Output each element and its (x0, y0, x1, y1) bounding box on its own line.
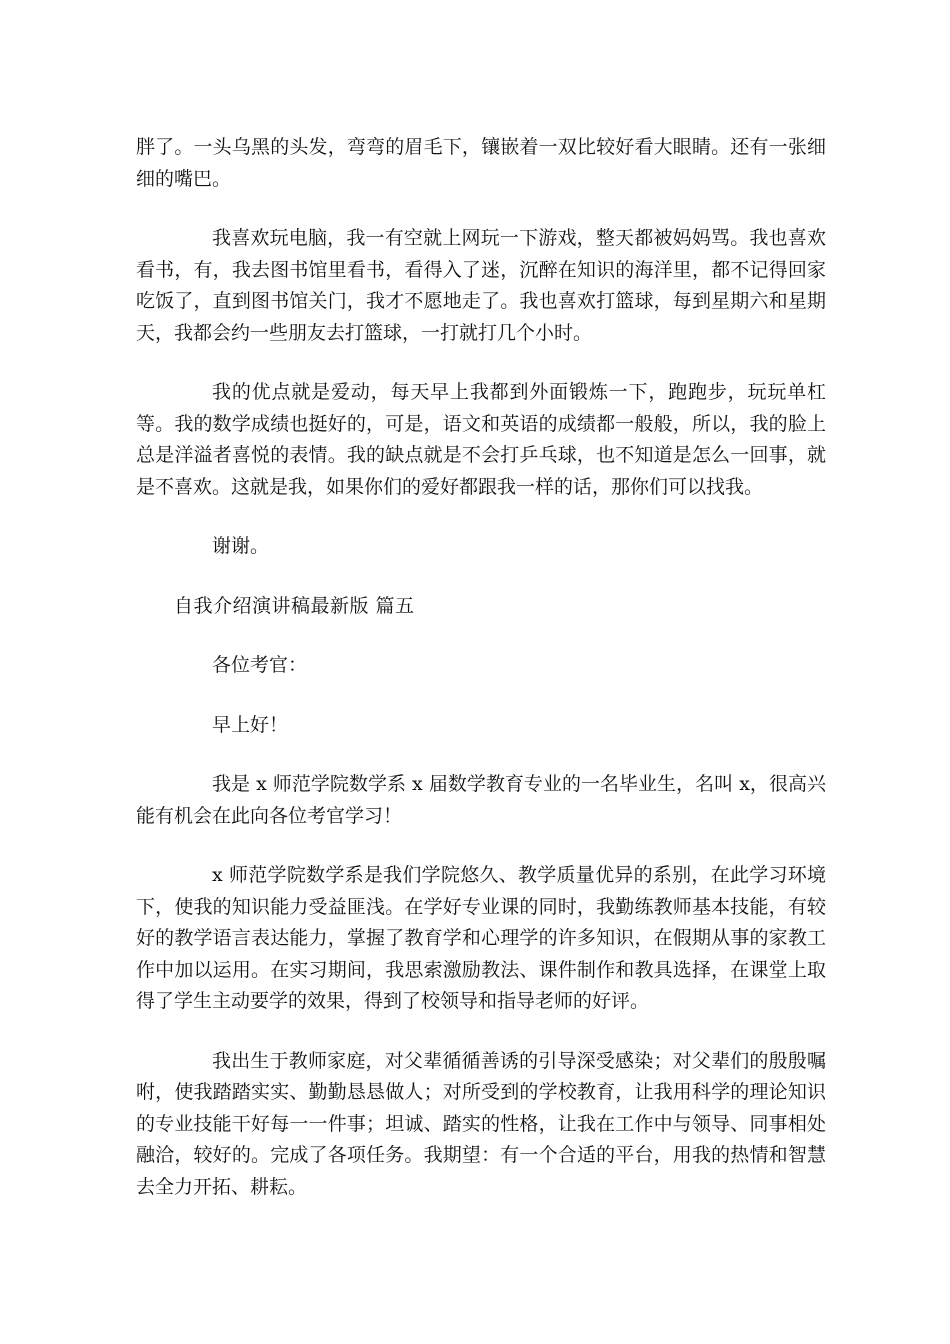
paragraph-continued: 胖了。一头乌黑的头发，弯弯的眉毛下，镶嵌着一双比较好看大眼睛。还有一张细细的嘴巴。 (136, 136, 826, 190)
section-heading: 自我介绍演讲稿最新版 篇五 (174, 594, 415, 617)
paragraph-background: 我出生于教师家庭，对父辈循循善诱的引导深受感染；对父辈们的殷殷嘱咐，使我踏踏实实、勤勤恳恳做人；对所受到的学校教育，让我用科学的理论知识的专业技能干好每一一件事；坦诚、踏实的性格，让我在工作中与领导、同事相处融洽，较好的。完成了各项任务。我期望：有一个合适的平台，用我的热情和智慧去全力开拓、耕耘。 (136, 1049, 826, 1198)
paragraph-hobbies: 我喜欢玩电脑，我一有空就上网玩一下游戏，整天都被妈妈骂。我也喜欢看书，有，我去图书馆里看书，看得入了迷，沉醉在知识的海洋里，都不记得回家吃饭了，直到图书馆关门，我才不愿地走了。我也喜欢打篮球，每到星期六和星期天，我都会约一些朋友去打篮球，一打就打几个小时。 (136, 227, 826, 344)
paragraph-strengths: 我的优点就是爱动，每天早上我都到外面锻炼一下，跑跑步，玩玩单杠等。我的数学成绩也挺好的，可是，语文和英语的成绩都一般般，所以，我的脸上总是洋溢者喜悦的表情。我的缺点就是不会打乒乓球，也不知道是怎么一回事，就是不喜欢。这就是我，如果你们的爱好都跟我一样的话，那你们可以找我。 (136, 381, 826, 498)
document-body (136, 132, 826, 1203)
paragraph-introduction: 我是 x 师范学院数学系 x 届数学教育专业的一名毕业生，名叫 x，很高兴能有机会在此向各位考官学习！ (136, 773, 826, 827)
paragraph-salutation: 各位考官： (212, 654, 308, 676)
paragraph-greeting: 早上好！ (212, 713, 289, 736)
paragraph-thanks: 谢谢。 (212, 535, 270, 557)
paragraph-department: x 师范学院数学系是我们学院悠久、教学质量优异的系别，在此学习环境下，使我的知识能力受益匪浅。在学好专业课的同时，我勤练教师基本技能，有较好的教学语言表达能力，掌握了教育学和心理学的许多知识，在假期从事的家教工作中加以运用。在实习期间，我思索激励教法、课件制作和教具选择，在课堂上取得了学生主动要学的效果，得到了校领导和指导老师的好评。 (136, 864, 826, 1012)
